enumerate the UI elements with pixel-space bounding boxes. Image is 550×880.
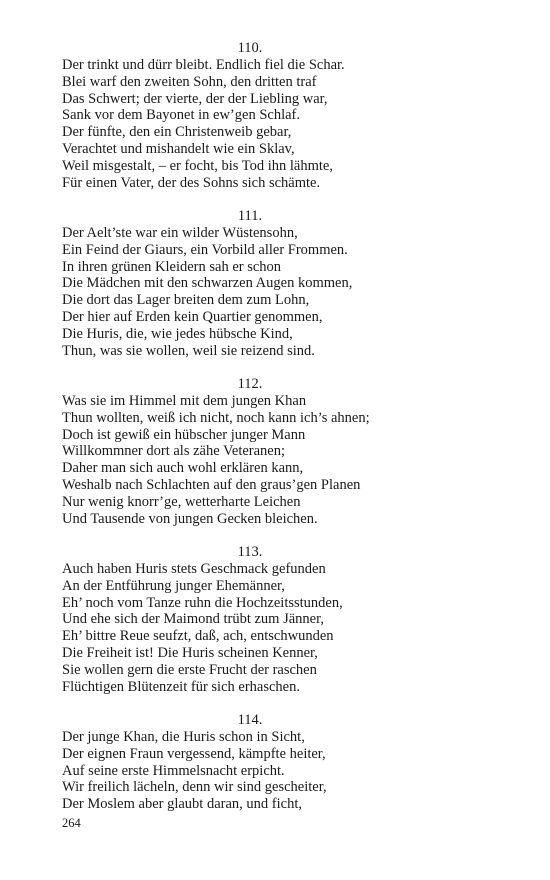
- verse-line: Der trinkt und dürr bleibt. Endlich fiel die Schar.: [62, 57, 345, 73]
- verse-line: Doch ist gewiß ein hübscher junger Mann: [62, 426, 306, 443]
- verse-line: Sie wollen gern die erste Frucht der raschen: [62, 661, 317, 678]
- stanza-114: [62, 712, 502, 813]
- verse-line: Die Huris, die, wie jedes hübsche Kind,: [62, 325, 293, 342]
- page-number: 264: [62, 816, 81, 830]
- verse-line: Thun, was sie wollen, weil sie reizend sind.: [62, 342, 315, 359]
- stanza-number: 111.: [237, 208, 263, 224]
- verse-line: Der fünfte, den ein Christenweib gebar,: [62, 124, 292, 141]
- verse-line: Thun wollten, weiß ich nicht, noch kann ich’s ahnen;: [62, 409, 370, 426]
- stanza-number: 114.: [237, 712, 263, 728]
- verse-line: Die Freiheit ist! Die Huris scheinen Kenner,: [62, 644, 318, 661]
- verse-line: Flüchtigen Blütenzeit für sich erhaschen.: [62, 678, 300, 695]
- verse-line: Verachtet und mishandelt wie ein Sklav,: [62, 140, 295, 157]
- verse-line: Blei warf den zweiten Sohn, den dritten traf: [62, 73, 317, 90]
- stanza-number: 110.: [237, 40, 263, 56]
- verse-line: Der junge Khan, die Huris schon in Sicht,: [62, 729, 305, 745]
- verse-line: Auch haben Huris stets Geschmack gefunden: [62, 561, 326, 577]
- verse-line: Und ehe sich der Maimond trübt zum Jänner,: [62, 611, 324, 628]
- verse-line: Ein Feind der Giaurs, ein Vorbild aller Frommen.: [62, 241, 348, 258]
- verse-line: In ihren grünen Kleidern sah er schon: [62, 258, 282, 275]
- stanza-111: [62, 208, 502, 359]
- verse-line: Die Mädchen mit den schwarzen Augen kommen,: [62, 275, 353, 292]
- verse-line: Für einen Vater, der des Sohns sich schämte.: [62, 174, 321, 191]
- verse-line: Der hier auf Erden kein Quartier genommen,: [62, 308, 323, 325]
- stanza-number: 113.: [237, 544, 263, 560]
- verse-line: Daher man sich auch wohl erklären kann,: [62, 460, 304, 477]
- verse-line: Willkommner dort als zähe Veteranen;: [62, 443, 286, 460]
- verse-line: Der Aelt’ste war ein wilder Wüstensohn,: [62, 225, 298, 241]
- verse-line: Der eignen Fraun vergessend, kämpfte heiter,: [62, 745, 326, 762]
- verse-line: Wir freilich lächeln, denn wir sind gescheiter,: [62, 779, 327, 796]
- verse-line: Weil misgestalt, – er focht, bis Tod ihn lähmte,: [62, 157, 333, 174]
- verse-line: Eh’ bittre Reue seufzt, daß, ach, entschwunden: [62, 628, 334, 645]
- stanza-number: 112.: [237, 376, 263, 392]
- verse-line: Die dort das Lager breiten dem zum Lohn,: [62, 292, 310, 309]
- stanza-112: [62, 376, 502, 527]
- stanza-110: [62, 40, 502, 191]
- verse-line: Eh’ noch vom Tanze ruhn die Hochzeitsstunden,: [62, 594, 343, 611]
- verse-line: Nur wenig knorr’ge, wetterharte Leichen: [62, 493, 301, 510]
- verse-line: Was sie im Himmel mit dem jungen Khan: [62, 393, 307, 409]
- verse-line: Das Schwert; der vierte, der der Liebling war,: [62, 90, 328, 107]
- verse-line: Und Tausende von jungen Gecken bleichen.: [62, 510, 318, 527]
- verse-line: Sank vor dem Bayonet in ew’gen Schlaf.: [62, 107, 300, 124]
- verse-line: Der Moslem aber glaubt daran, und ficht,: [62, 796, 302, 813]
- verse-line: An der Entführung junger Ehemänner,: [62, 577, 285, 594]
- stanza-113: [62, 544, 502, 695]
- verse-line: Weshalb nach Schlachten auf den graus’gen Planen: [62, 476, 361, 493]
- verse-line: Auf seine erste Himmelsnacht erpicht.: [62, 762, 285, 779]
